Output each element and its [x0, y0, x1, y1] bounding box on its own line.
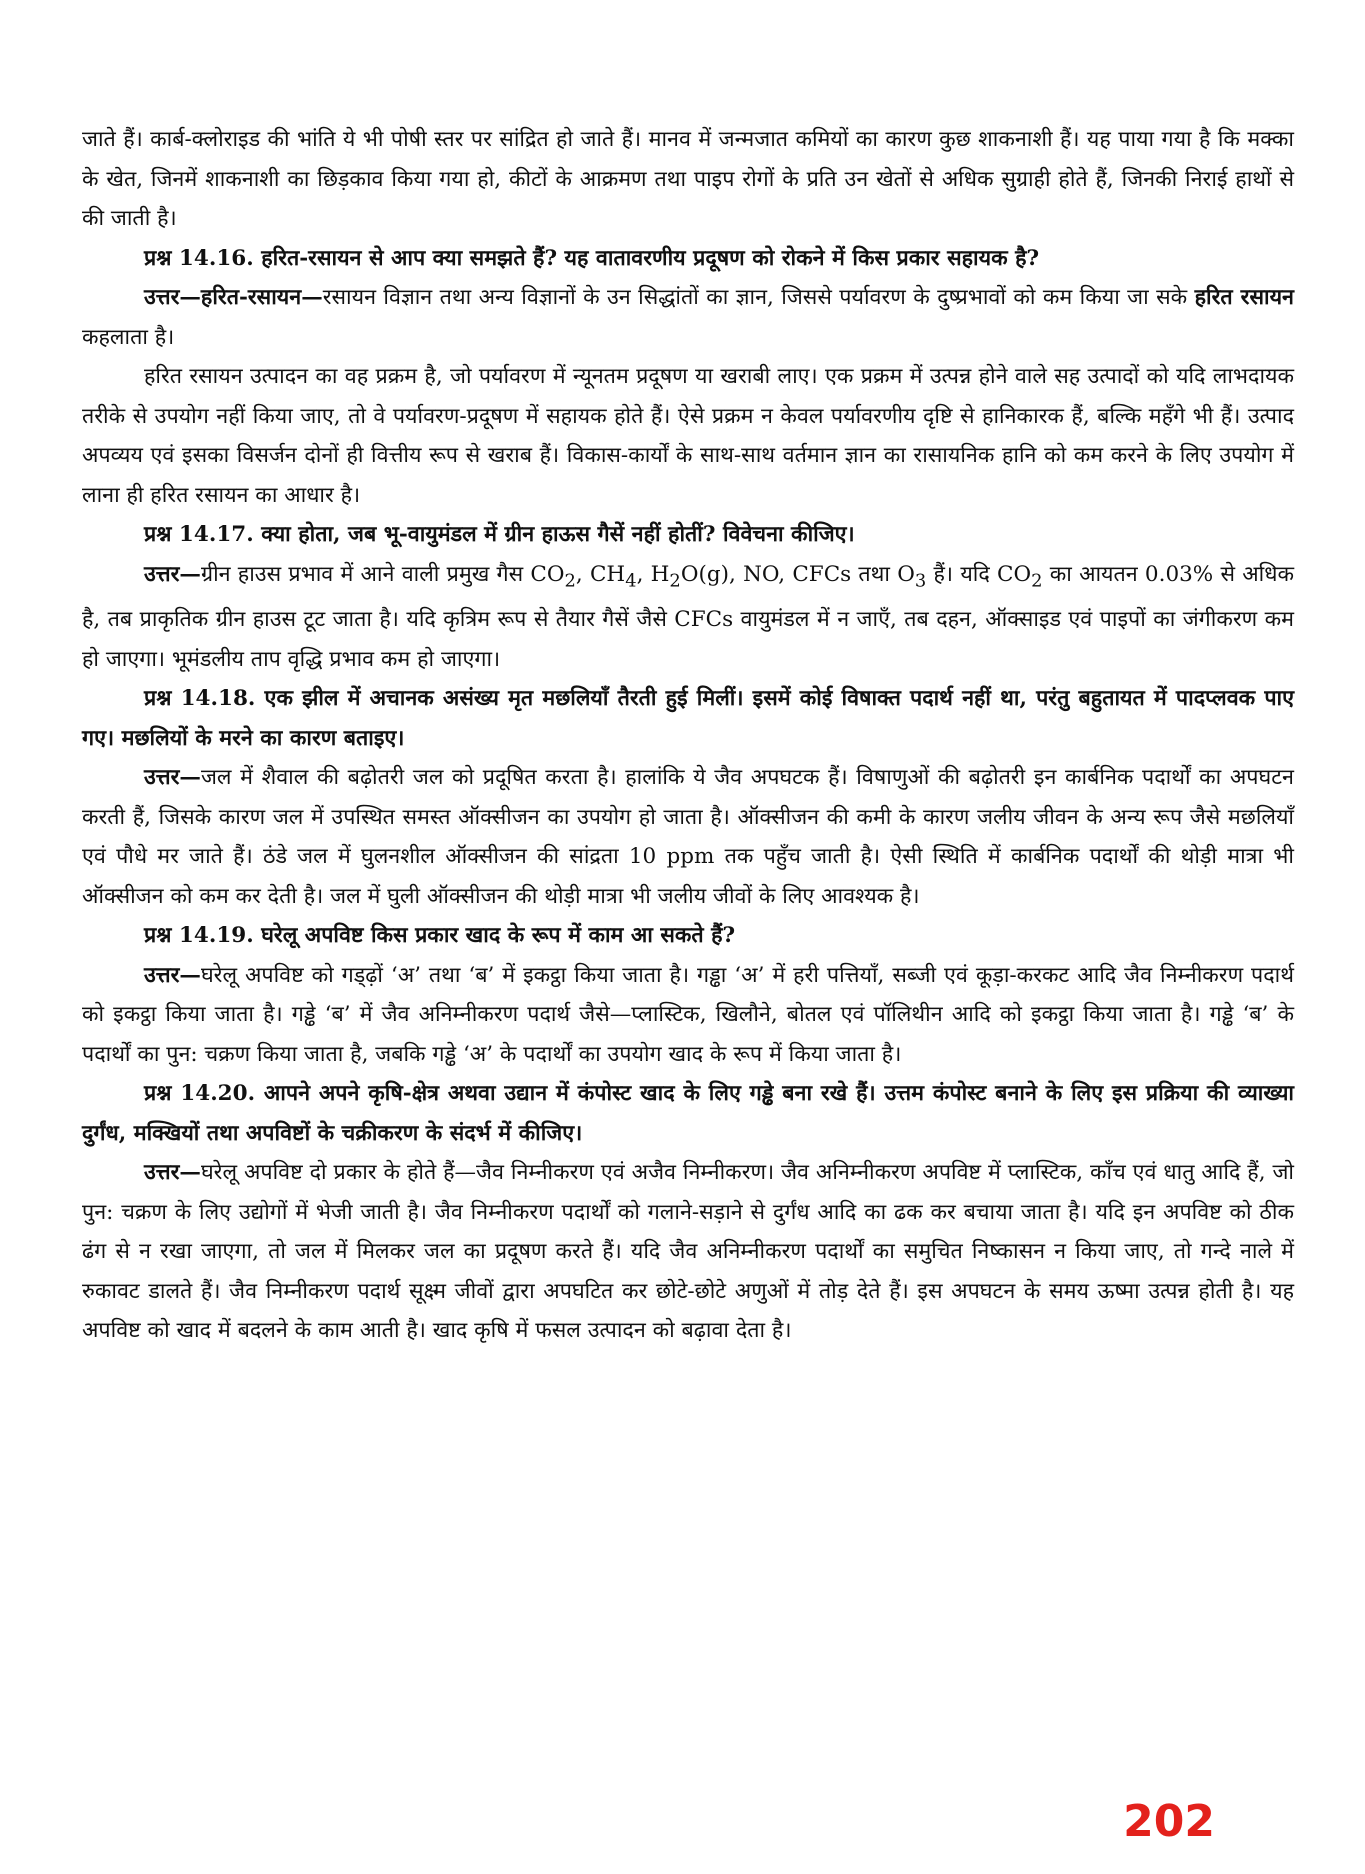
- answer-text: कहलाता है।: [82, 324, 175, 350]
- answer-text: का आयतन 0.03% से अधिक है, तब प्राकृतिक ग्रीन हाउस टूट जाता है। यदि कृत्रिम रूप से तैयार गैसें जैसे CFCs वायुमंडल में न जाएँ, तब दहन, ऑक्साइड एवं पाइपों का जंगीकरण कम हो जाएगा। भूमंडलीय ताप वृद्धि प्रभाव कम हो जाएगा।: [82, 561, 1294, 672]
- answer-14-19: [82, 956, 1294, 1075]
- answer-lead: उत्तर—: [144, 962, 201, 988]
- answer-lead: उत्तर—हरित-रसायन—: [144, 285, 323, 310]
- subscript: 3: [914, 569, 927, 591]
- question-14-16: प्रश्न 14.16. हरित-रसायन से आप क्या समझते हैं? यह वातावरणीय प्रदूषण को रोकने में किस प्रकार सहायक है?: [144, 245, 1040, 271]
- page-number: 202: [1123, 1796, 1215, 1847]
- answer-text: घरेलू अपविष्ट को गड्ढ़ों ‘अ’ तथा ‘ब’ में इकट्ठा किया जाता है। गड्ढा ‘अ’ में हरी पत्तियाँ, सब्जी एवं कूड़ा-करकट आदि जैव निम्नीकरण पदार्थ को इकट्ठा किया जाता है। गड्ढे ‘ब’ में जैव अनिम्नीकरण पदार्थ जैसे—प्लास्टिक, खिलौने, बोतल एवं पॉलिथीन आदि को इकट्ठा किया जाता है। गड्ढे ‘ब’ के पदार्थों का पुन: चक्रण किया जाता है, जबकि गड्ढे ‘अ’ के पदार्थों का उपयोग खाद के रूप में किया जाता है।: [82, 962, 1294, 1067]
- answer-lead: उत्तर—: [144, 765, 201, 791]
- answer-term: हरित रसायन: [1194, 285, 1294, 310]
- subscript: 2: [564, 569, 576, 591]
- question-14-18: प्रश्न 14.18. एक झील में अचानक असंख्य मृत मछलियाँ तैरती हुई मिलीं। इसमें कोई विषाक्त पदार्थ नहीं था, परंतु बहुतायत में पादप्लवक पाए गए। मछलियों के मरने का कारण बताइए।: [82, 686, 1294, 751]
- subscript: 2: [1031, 569, 1043, 591]
- answer-text: रसायन विज्ञान तथा अन्य विज्ञानों के उन सिद्धांतों का ज्ञान, जिससे पर्यावरण के दुष्प्रभावों को कम किया जा सके: [322, 285, 1195, 310]
- answer-14-16-p2: हरित रसायन उत्पादन का वह प्रक्रम है, जो पर्यावरण में न्यूनतम प्रदूषण या खराबी लाए। एक प्रक्रम में उत्पन्न होने वाले सह उत्पादों को यदि लाभदायक तरीके से उपयोग नहीं किया जाए, तो वे पर्यावरण-प्रदूषण में सहायक होते हैं। ऐसे प्रक्रम न केवल पर्यावरणीय दृष्टि से हानिकारक हैं, बल्कि महँगे भी हैं। उत्पाद अपव्यय एवं इसका विसर्जन दोनों ही वित्तीय रूप से खराब हैं। विकास-कार्यों के साथ-साथ वर्तमान ज्ञान का रासायनिक हानि को कम करने के लिए उपयोग में लाना ही हरित रसायन का आधार है।: [82, 364, 1294, 508]
- document-page: [82, 120, 1294, 1351]
- answer-14-18: [82, 758, 1294, 916]
- answer-text: , CH: [575, 561, 626, 587]
- subscript: 2: [669, 569, 681, 591]
- answer-text: जल में शैवाल की बढ़ोतरी जल को प्रदूषित करता है। हालांकि ये जैव अपघटक हैं। विषाणुओं की बढ़ोतरी इन कार्बनिक पदार्थों का अपघटन करती हैं, जिसके कारण जल में उपस्थित समस्त ऑक्सीजन का उपयोग हो जाता है। ऑक्सीजन की कमी के कारण जलीय जीवन के अन्य रूप जैसे मछलियाँ एवं पौधे मर जाते हैं। ठंडे जल में घुलनशील ऑक्सीजन की सांद्रता 10 ppm तक पहुँच जाती है। ऐसी स्थिति में कार्बनिक पदार्थों की थोड़ी मात्रा भी ऑक्सीजन को कम कर देती है। जल में घुली ऑक्सीजन की थोड़ी मात्रा भी जलीय जीवों के लिए आवश्यक है।: [82, 765, 1294, 909]
- intro-paragraph: जाते हैं। कार्ब-क्लोराइड की भांति ये भी पोषी स्तर पर सांद्रित हो जाते हैं। मानव में जन्मजात कमियों का कारण कुछ शाकनाशी हैं। यह पाया गया है कि मक्का के खेत, जिनमें शाकनाशी का छिड़काव किया गया हो, कीटों के आक्रमण तथा पाइप रोगों के प्रति उन खेतों से अधिक सुग्राही होते हैं, जिनकी निराई हाथों से की जाती है।: [82, 127, 1294, 231]
- answer-lead: उत्तर—: [144, 1160, 201, 1186]
- subscript: 4: [625, 569, 637, 591]
- answer-text: हैं। यदि CO: [926, 561, 1032, 587]
- answer-text: O(g), NO, CFCs तथा O: [680, 561, 915, 587]
- answer-text: , H: [636, 561, 670, 587]
- question-14-20: प्रश्न 14.20. आपने अपने कृषि-क्षेत्र अथवा उद्यान में कंपोस्ट खाद के लिए गड्ढे बना रखे हैं। उत्तम कंपोस्ट बनाने के लिए इस प्रक्रिया की व्याख्या दुर्गंध, मक्खियों तथा अपविष्टों के चक्रीकरण के संदर्भ में कीजिए।: [82, 1081, 1294, 1146]
- answer-14-17: [82, 555, 1294, 680]
- answer-text: ग्रीन हाउस प्रभाव में आने वाली प्रमुख गैस CO: [200, 561, 565, 587]
- question-14-19: प्रश्न 14.19. घरेलू अपविष्ट किस प्रकार खाद के रूप में काम आ सकते हैं?: [144, 923, 736, 949]
- answer-text: घरेलू अपविष्ट दो प्रकार के होते हैं—जैव निम्नीकरण एवं अजैव निम्नीकरण। जैव अनिम्नीकरण अपविष्ट में प्लास्टिक, काँच एवं धातु आदि हैं, जो पुन: चक्रण के लिए उद्योगों में भेजी जाती है। जैव निम्नीकरण पदार्थों को गलाने-सड़ाने से दुर्गंध आदि का ढक कर बचाया जाता है। यदि इन अपविष्ट को ठीक ढंग से न रखा जाएगा, तो जल में मिलकर जल का प्रदूषण करते हैं। यदि जैव अनिम्नीकरण पदार्थों का समुचित निष्कासन न किया जाए, तो गन्दे नाले में रुकावट डालते हैं। जैव निम्नीकरण पदार्थ सूक्ष्म जीवों द्वारा अपघटित कर छोटे-छोटे अणुओं में तोड़ देते हैं। इस अपघटन के समय ऊष्मा उत्पन्न होती है। यह अपविष्ट को खाद में बदलने के काम आती है। खाद कृषि में फसल उत्पादन को बढ़ावा देता है।: [82, 1160, 1294, 1344]
- answer-14-16-p1: [82, 278, 1294, 357]
- answer-14-20: [82, 1153, 1294, 1351]
- answer-lead: उत्तर—: [144, 561, 201, 587]
- question-14-17: प्रश्न 14.17. क्या होता, जब भू-वायुमंडल में ग्रीन हाऊस गैसें नहीं होतीं? विवेचना कीजिए।: [144, 522, 855, 547]
